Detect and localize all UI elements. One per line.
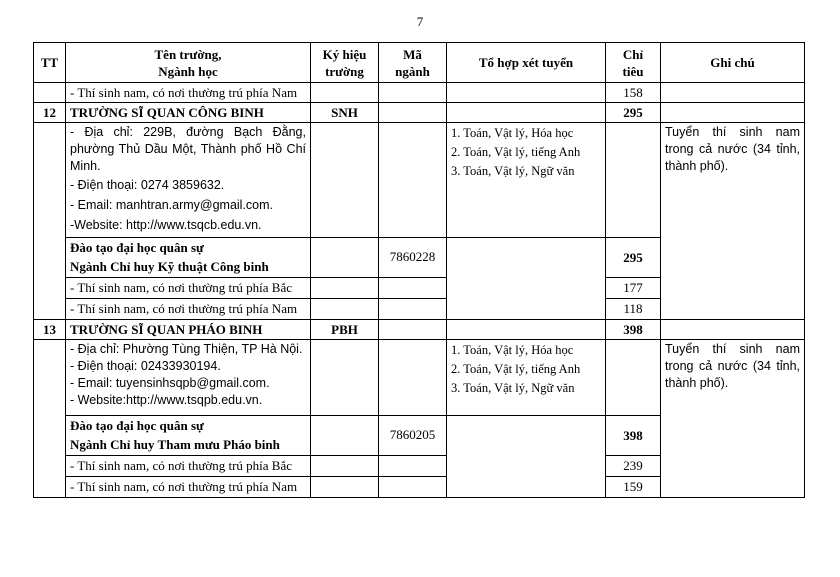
combo-item: 3. Toán, Vật lý, Ngữ văn: [451, 381, 575, 395]
major-code: 7860228: [379, 238, 447, 278]
school-row: [34, 103, 805, 123]
school-name: TRƯỜNG SĨ QUAN PHÁO BINH: [66, 320, 311, 340]
header-note: Ghi chú: [661, 43, 805, 83]
program-line2: Ngành Chỉ huy Kỹ thuật Công binh: [70, 259, 269, 274]
subject-combos: [447, 340, 606, 416]
school-website: - Website:http://www.tsqpb.edu.vn.: [70, 393, 263, 407]
school-tt: 12: [34, 103, 66, 123]
header-tt: TT: [34, 43, 66, 83]
north-quota-label: - Thí sinh nam, có nơi thường trú phía Bắc: [66, 456, 311, 477]
program-line2: Ngành Chỉ huy Tham mưu Pháo binh: [70, 437, 280, 452]
header-school-name-line2: Ngành học: [158, 63, 218, 79]
school-code: PBH: [311, 320, 379, 340]
subject-combos: [447, 123, 606, 238]
header-school-code-line1: Ký hiệu: [322, 46, 367, 62]
program-line1: Đào tạo đại học quân sự: [70, 418, 204, 433]
header-school-name: [66, 43, 311, 83]
header-quota: [606, 43, 661, 83]
program-quota: 295: [606, 238, 661, 278]
school-name: TRƯỜNG SĨ QUAN CÔNG BINH: [66, 103, 311, 123]
school-contact-info: [66, 340, 311, 416]
school-note: Tuyển thí sinh nam trong cả nước (34 tỉnh, thành phố).: [661, 123, 805, 320]
header-major-code-line1: Mã: [403, 46, 422, 62]
combo-item: 2. Toán, Vật lý, tiếng Anh: [451, 145, 581, 159]
table-header-row: [34, 43, 805, 83]
header-school-name-line1: Tên trường,: [154, 46, 222, 62]
combo-item: 1. Toán, Vật lý, Hóa học: [451, 126, 574, 140]
header-major-code-line2: ngành: [395, 63, 430, 79]
school-code: SNH: [311, 103, 379, 123]
program-name: [66, 238, 311, 278]
north-quota-value: 177: [606, 278, 661, 299]
school-address: - Địa chỉ: Phường Tùng Thiện, TP Hà Nội.: [70, 342, 303, 356]
carry-row-quota: 158: [606, 83, 661, 103]
table-row: [34, 83, 805, 103]
school-email: - Email: tuyensinhsqpb@gmail.com.: [70, 376, 270, 390]
header-subject-combo: Tổ hợp xét tuyển: [447, 43, 606, 83]
north-quota-value: 239: [606, 456, 661, 477]
header-major-code: [379, 43, 447, 83]
major-code: 7860205: [379, 416, 447, 456]
program-line1: Đào tạo đại học quân sự: [70, 240, 204, 255]
school-quota: 295: [606, 103, 661, 123]
south-quota-value: 118: [606, 299, 661, 320]
south-quota-value: 159: [606, 477, 661, 498]
school-note: Tuyển thí sinh nam trong cả nước (34 tỉnh, thành phố).: [661, 340, 805, 498]
school-tt: 13: [34, 320, 66, 340]
admissions-table: [33, 42, 805, 498]
south-quota-label: - Thí sinh nam, có nơi thường trú phía Nam: [66, 477, 311, 498]
school-contact-info: [66, 123, 311, 238]
school-website: -Website: http://www.tsqcb.edu.vn.: [70, 218, 262, 232]
header-quota-line1: Chỉ: [622, 46, 644, 62]
school-email: - Email: manhtran.army@gmail.com.: [70, 198, 274, 212]
school-phone: - Điện thoại: 02433930194.: [70, 359, 221, 373]
header-school-code: [311, 43, 379, 83]
north-quota-label: - Thí sinh nam, có nơi thường trú phía Bắc: [66, 278, 311, 299]
school-address: - Địa chỉ: 229B, đường Bạch Đằng, phường Thủ Dầu Một, Thành phố Hồ Chí Minh.: [70, 125, 306, 173]
school-row: [34, 320, 805, 340]
page-number: 7: [416, 14, 424, 29]
school-phone: - Điện thoại: 0274 3859632.: [70, 178, 225, 192]
school-quota: 398: [606, 320, 661, 340]
combo-item: 1. Toán, Vật lý, Hóa học: [451, 343, 574, 357]
header-school-code-line2: trường: [325, 63, 364, 79]
combo-item: 2. Toán, Vật lý, tiếng Anh: [451, 362, 581, 376]
program-name: [66, 416, 311, 456]
carry-row-label: - Thí sinh nam, có nơi thường trú phía Nam: [66, 83, 311, 103]
south-quota-label: - Thí sinh nam, có nơi thường trú phía Nam: [66, 299, 311, 320]
header-quota-line2: tiêu: [622, 63, 644, 79]
school-info-row: [34, 340, 805, 416]
school-info-row: [34, 123, 805, 238]
program-quota: 398: [606, 416, 661, 456]
combo-item: 3. Toán, Vật lý, Ngữ văn: [451, 164, 575, 178]
